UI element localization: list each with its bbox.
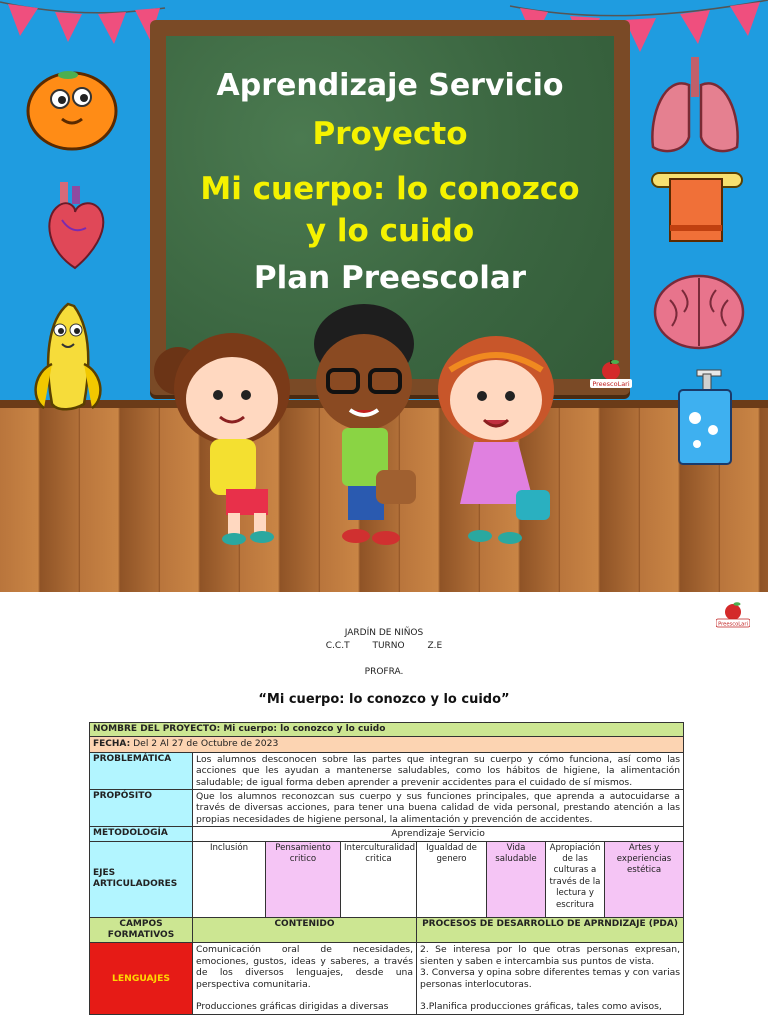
cover-title-line2: Proyecto: [312, 116, 468, 152]
heart-organ-icon: [42, 180, 108, 270]
eje-interculturalidad: Interculturalidad critica: [341, 841, 417, 917]
cover-title-line3: [150, 168, 630, 252]
pda-text: [417, 943, 684, 1014]
pda-item-3: 3.Planifica producciones gráficas, tales como avisos,: [420, 1001, 662, 1013]
lenguajes-cell: LENGUAJES: [90, 943, 193, 1014]
project-plan-table: [89, 722, 684, 1015]
kinder-label: JARDÍN DE NIÑOS: [344, 628, 424, 638]
contenido-header: CONTENIDO: [193, 917, 417, 943]
orange-icon: [24, 65, 120, 151]
eje-artes-experiencias: Artes y experiencias estética: [605, 841, 684, 917]
eje-igualdad-genero: Igualdad de genero: [417, 841, 487, 917]
cover-logo-text: PreescoLari: [592, 380, 630, 388]
metodologia-value: Aprendizaje Servicio: [193, 827, 684, 841]
turno-label: TURNO: [372, 641, 405, 651]
apple-logo-icon: [590, 360, 632, 390]
cover-title-line3a: Mi cuerpo: lo conozco: [200, 171, 580, 207]
proposito-text: Que los alumnos reconozcan sus cuerpo y sus funciones principales, que aprenda a autocuidarse a través de diversas acciones, para tener una buena calidad de vida personal, prestando atención a las propias necesidades de higiene personal, la alimentación y prevención de accidentes.: [193, 790, 684, 827]
metodologia-label: METODOLOGÍA: [90, 827, 193, 841]
pda-item-1: 2. Se interesa por lo que otras personas expresan, sienten y saben e intercambia sus puntos de vista.: [420, 944, 681, 967]
boy-glasses-illustration: [300, 300, 430, 548]
contenido-paragraph-2: Producciones gráficas dirigidas a diversas: [196, 1001, 389, 1013]
pda-item-2: 3. Conversa y opina sobre diferentes temas y con varias personas interlocutoras.: [420, 967, 681, 990]
campos-header: CAMPOS FORMATIVOS: [90, 917, 193, 943]
cover-title-line4: Plan Preescolar: [253, 260, 527, 296]
proposito-label: PROPÓSITO: [90, 790, 193, 827]
eje-apropiacion-culturas: Apropiación de las culturas a través de la lectura y escritura: [546, 841, 605, 917]
towel-icon: [650, 165, 744, 245]
project-name-cell: NOMBRE DEL PROYECTO: Mi cuerpo: lo conozco y lo cuido: [90, 723, 684, 737]
cover-title-line3b: y lo cuido: [305, 213, 475, 249]
fecha-cell: [90, 737, 684, 752]
pda-header: PROCESOS DE DESARROLLO DE APRNDIZAJE (PDA): [417, 917, 684, 943]
fecha-value: Del 2 Al 27 de Octubre de 2023: [133, 738, 279, 750]
cover-title-line1: Aprendizaje Servicio: [216, 68, 564, 103]
cct-label: C.C.T: [325, 641, 350, 651]
banana-icon: [28, 300, 108, 414]
fecha-label: FECHA:: [93, 739, 131, 750]
soap-dispenser-icon: [675, 368, 735, 466]
eje-inclusion: Inclusión: [193, 841, 266, 917]
problematica-text: Los alumnos desconocen sobre las partes que integran su cuerpo y cómo funciona, así como las acciones que les ayudan a mantenerse saludables, como los hábitos de higiene, la alimentación saludable; de igual forma deben aprender a prevenir accidentes para el cuidado de sí mismos.: [193, 752, 684, 789]
lungs-icon: [645, 55, 745, 157]
cct-turno-ze-row: [0, 641, 768, 651]
eje-vida-saludable: Vida saludable: [487, 841, 546, 917]
contenido-paragraph-1: Comunicación oral de necesidades, emociones, gustos, ideas y saberes, a través de los diversos lenguajes, desde una perspectiva comunitaria.: [196, 944, 413, 990]
contenido-text: [193, 943, 417, 1014]
ze-label: Z.E: [427, 641, 443, 651]
document-title: “Mi cuerpo: lo conozco y lo cuido”: [258, 692, 510, 707]
eje-pensamiento-critico: Pensamiento critico: [266, 841, 341, 917]
plan-document-page: [0, 592, 768, 1024]
doc-logo-text: PreescoLari: [718, 621, 748, 628]
ejes-label: EJES ARTICULADORES: [90, 841, 193, 917]
girl-yellow-shirt-illustration: [150, 325, 295, 550]
brain-icon: [652, 272, 746, 352]
girl-purple-dress-illustration: [430, 330, 565, 552]
profra-label: PROFRA.: [364, 667, 404, 677]
problematica-label: PROBLEMÁTICA: [90, 752, 193, 789]
